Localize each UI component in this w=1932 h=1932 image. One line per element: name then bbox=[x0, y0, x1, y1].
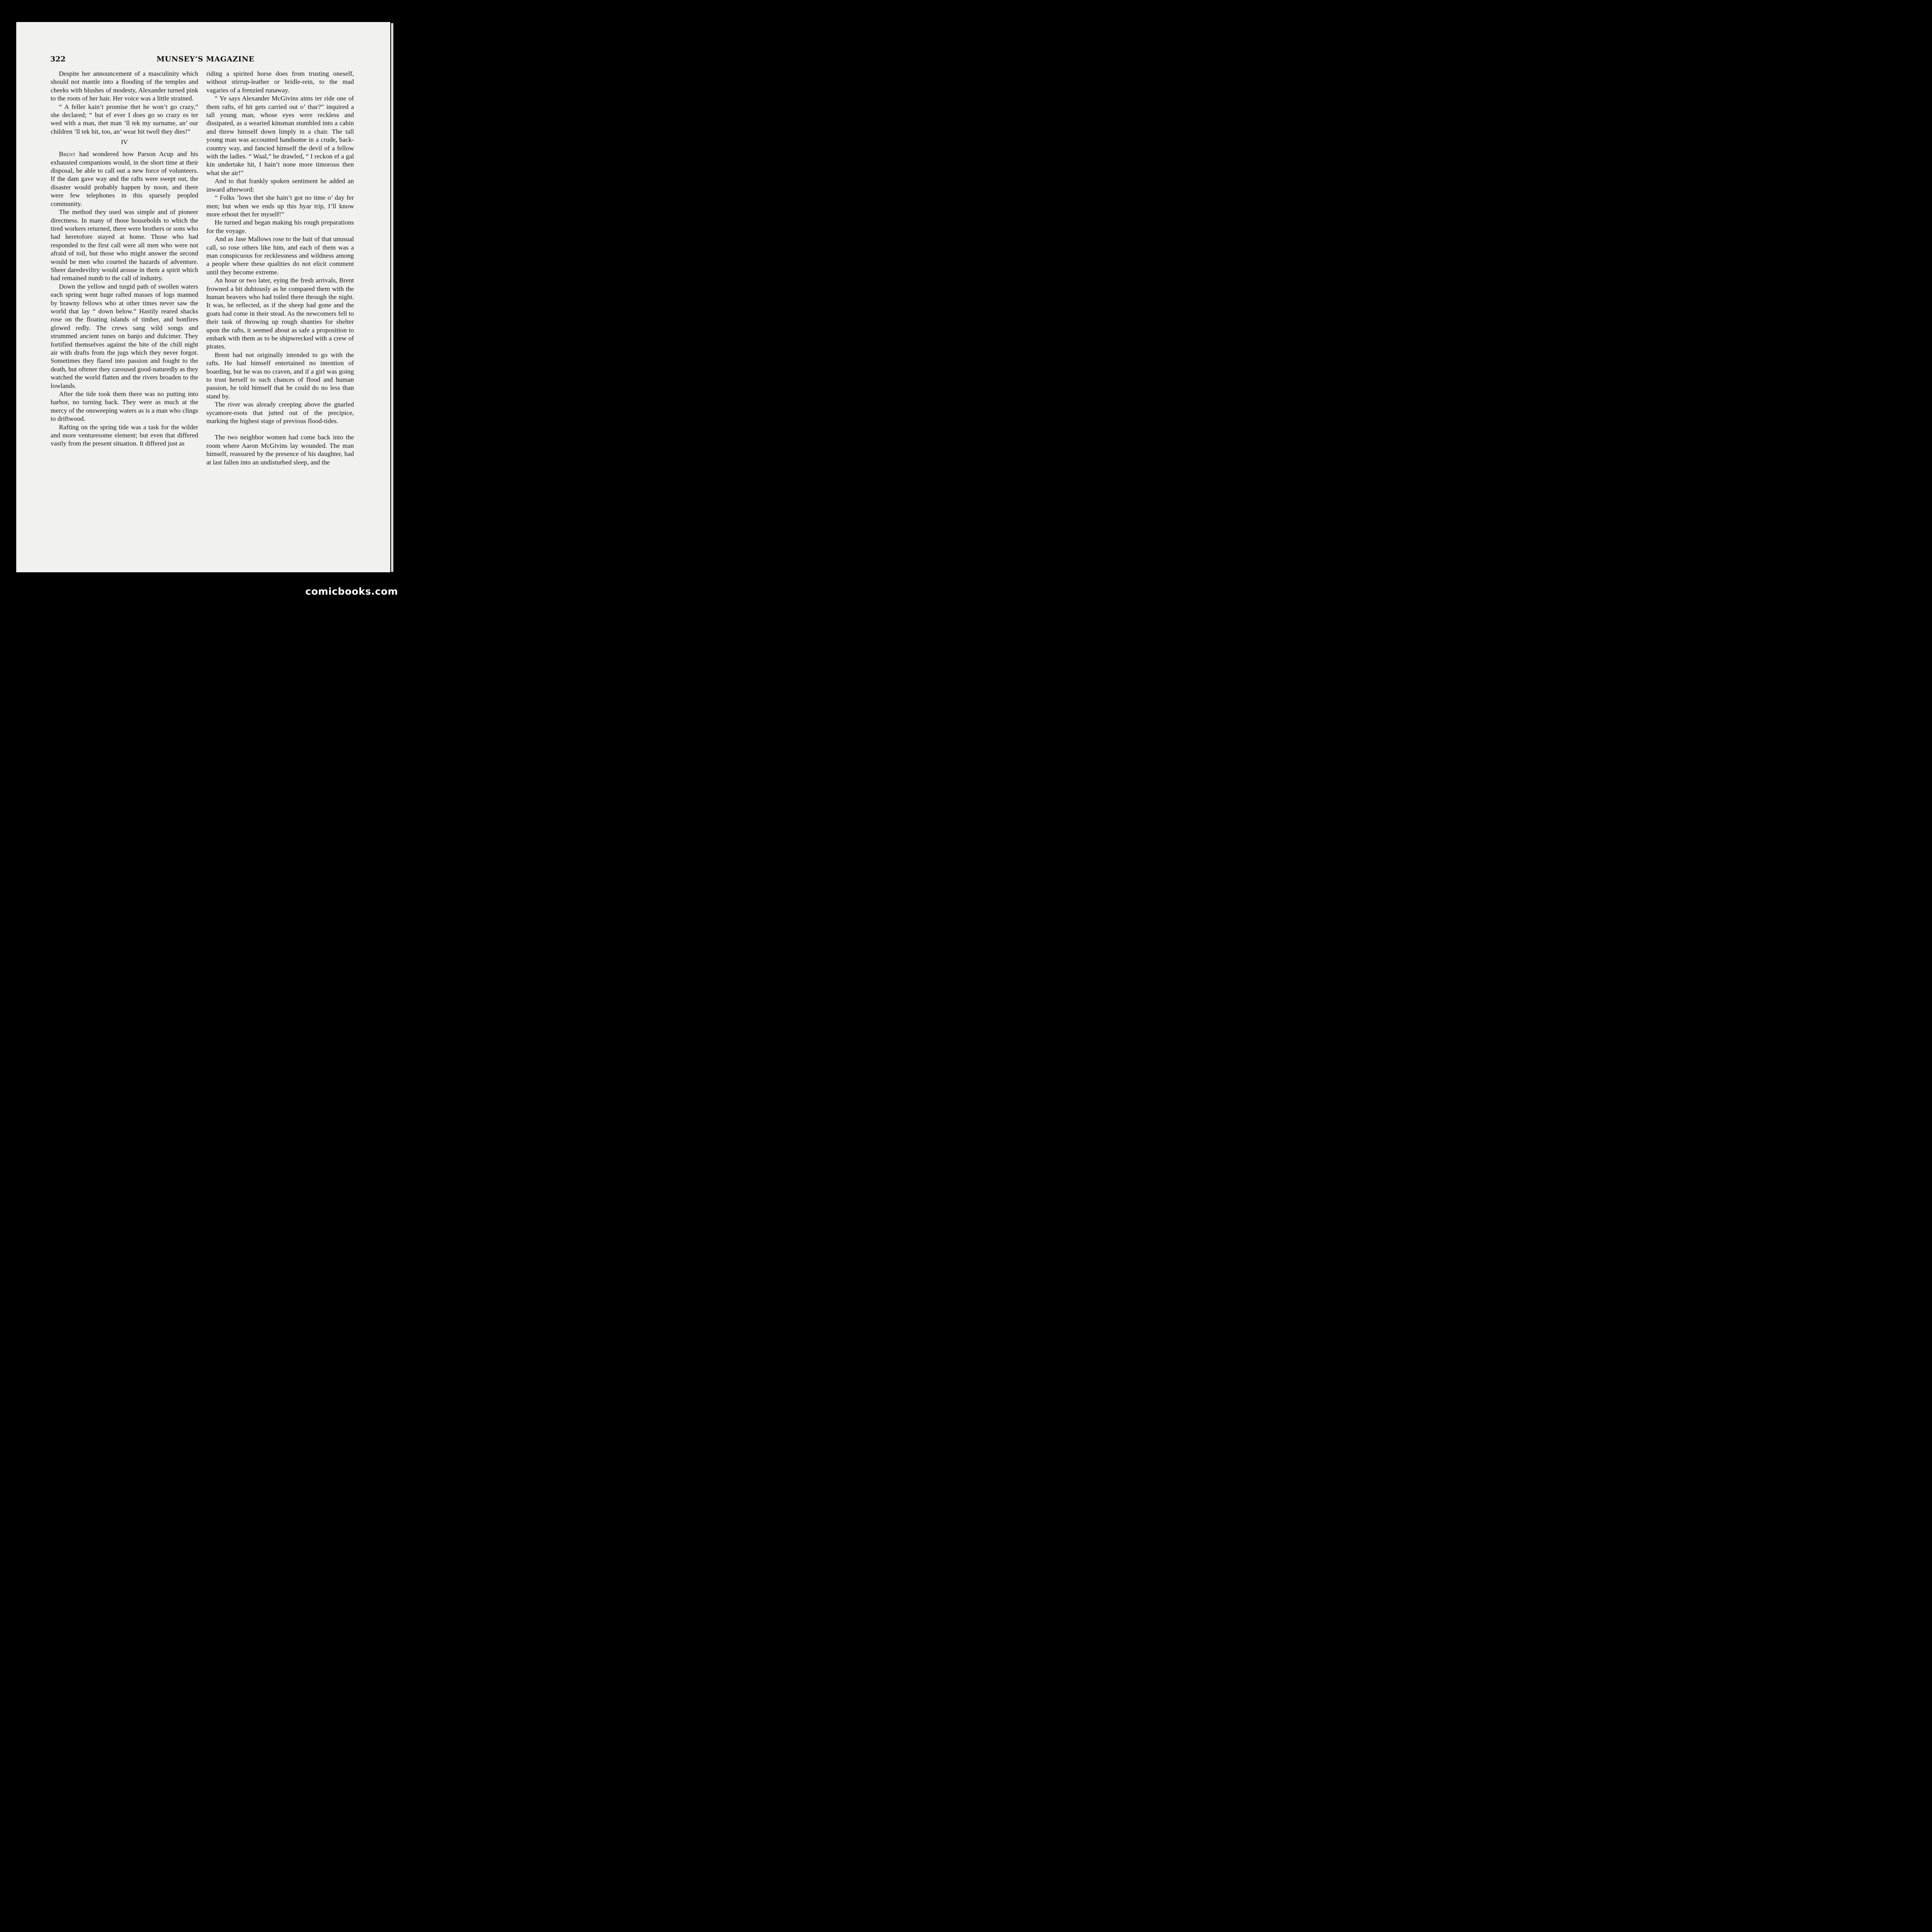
paragraph: Despite her announcement of a masculinity which should not mantle into a flooding of the temples and cheeks with blushes of modesty, Alexander turned pink to the roots of her hair. Her voice was a little strained. bbox=[51, 70, 198, 102]
paragraph bbox=[51, 150, 198, 208]
paragraph: And to that frankly spoken sentiment he added an inward afterword: bbox=[206, 177, 354, 193]
page-header bbox=[50, 55, 355, 65]
paragraph: Rafting on the spring tide was a task for the wilder and more venturesome element; but even that differed vastly from the present situation. It differed just as bbox=[51, 423, 198, 447]
section-break bbox=[206, 425, 354, 433]
paragraph: “ Folks ’lows thet she hain’t got no time o’ day fer men; but when we ends up this hyar trip, I’ll know more erbout thet fer myself!” bbox=[206, 194, 354, 218]
paragraph: The two neighbor women had come back into the room where Aaron McGivins lay wounded. The man himself, reassured by the presence of his daughter, had at last fallen into an undisturbed sleep, and the bbox=[206, 434, 354, 466]
section-heading: IV bbox=[121, 138, 128, 146]
paragraph: After the tide took them there was no putting into harbor, no turning back. They were as much at the mercy of the onsweeping waters as is a man who clings to driftwood. bbox=[51, 390, 198, 423]
page-number: 322 bbox=[50, 55, 66, 63]
paragraph-text: had wondered how Parson Acup and his exhausted companions would, in the short time at their disposal, be able to call out a new force of volunteers. If the dam gave way and the rafts were swept out, the disaster would probably happen by noon, and there were few telephones in this sparsely peopled community. bbox=[51, 150, 198, 207]
left-column bbox=[51, 70, 198, 448]
paragraph: Down the yellow and turgid path of swollen waters each spring went huge rafted masses of logs manned by brawny fellows who at other times never saw the world that lay “ down below.” Hastily reared shacks rose on the floating islands of timber, and bonfires glowed redly. The crews sang wild songs and strummed ancient tunes on banjo and dulcimer. They fortified themselves against the bite of the chill night air with drafts from the jugs which they never forgot. Sometimes they flared into passion and fought to the death, but oftener they caroused good-naturedly as they watched the world flatten and the rivers broaden to the lowlands. bbox=[51, 282, 198, 389]
paragraph: The river was already creeping above the gnarled sycamore-roots that jutted out of the precipice, marking the highest stage of previous flood-tides. bbox=[206, 401, 354, 425]
paragraph: And as Jase Mallows rose to the bait of that unusual call, so rose others like him, and each of them was a man conspicuous for recklessness and wildness among a people where these qualities do not elicit comment until they become extreme. bbox=[206, 235, 354, 276]
paragraph: An hour or two later, eying the fresh arrivals, Brent frowned a bit dubiously as he compared them with the human beavers who had toiled there through the night. It was, he reflected, as if the sheep had gone and the goats had come in their stead. As the newcomers fell to their task of throwing up rough shanties for shelter upon the rafts, it seemed about as safe a proposition to embark with them as to be shipwrecked with a crew of pirates. bbox=[206, 277, 354, 350]
paragraph: The method they used was simple and of pioneer directness. In many of those households to which the tired workers returned, there were brothers or sons who had heretofore stayed at home. Those who had responded to the first call were all men who were not afraid of toil, but those who might answer the second would be men who courted the hazards of adventure. Sheer daredeviltry would arouse in them a spirit which had remained numb to the call of industry. bbox=[51, 208, 198, 282]
watermark: comicbooks.com bbox=[305, 586, 398, 597]
lead-word: Brent bbox=[59, 150, 76, 158]
right-column bbox=[206, 70, 354, 466]
paragraph: riding a spirited horse does from trusting oneself, without stirrup-leather or bridle-rein, to the mad vagaries of a frenzied runaway. bbox=[206, 70, 354, 94]
paragraph: He turned and began making his rough preparations for the voyage. bbox=[206, 219, 354, 235]
next-page-edge bbox=[391, 23, 393, 572]
paragraph: “ A feller kain’t promise thet he won’t go crazy,” she declared; “ but ef ever I does go so crazy es ter wed with a man, thet man ’ll tek my surname, an’ our children ’ll tek hit, too, an’ wear hit twell they dies!” bbox=[51, 103, 198, 135]
running-head: MUNSEY’S MAGAZINE bbox=[156, 55, 255, 63]
paragraph: Brent had not originally intended to go with the rafts. He had himself entertained no intention of boarding, but he was no craven, and if a girl was going to trust herself to such chances of flood and human passion, he told himself that he could do no less than stand by. bbox=[206, 351, 354, 400]
paragraph: “ Ye says Alexander McGivins aims ter ride one of them rafts, ef hit gets carried out o’ thar?” inquired a tall young man, whose eyes were reckless and dissipated, as a wearied kinsman stumbled into a cabin and threw himself down limply in a chair. The tall young man was accounted handsome in a crude, back-country way, and fancied himself the devil of a fellow with the ladies. “ Waal,” he drawled, “ I reckon ef a gal kin undertake hit, I hain’t none more timorous then what she air!” bbox=[206, 95, 354, 177]
